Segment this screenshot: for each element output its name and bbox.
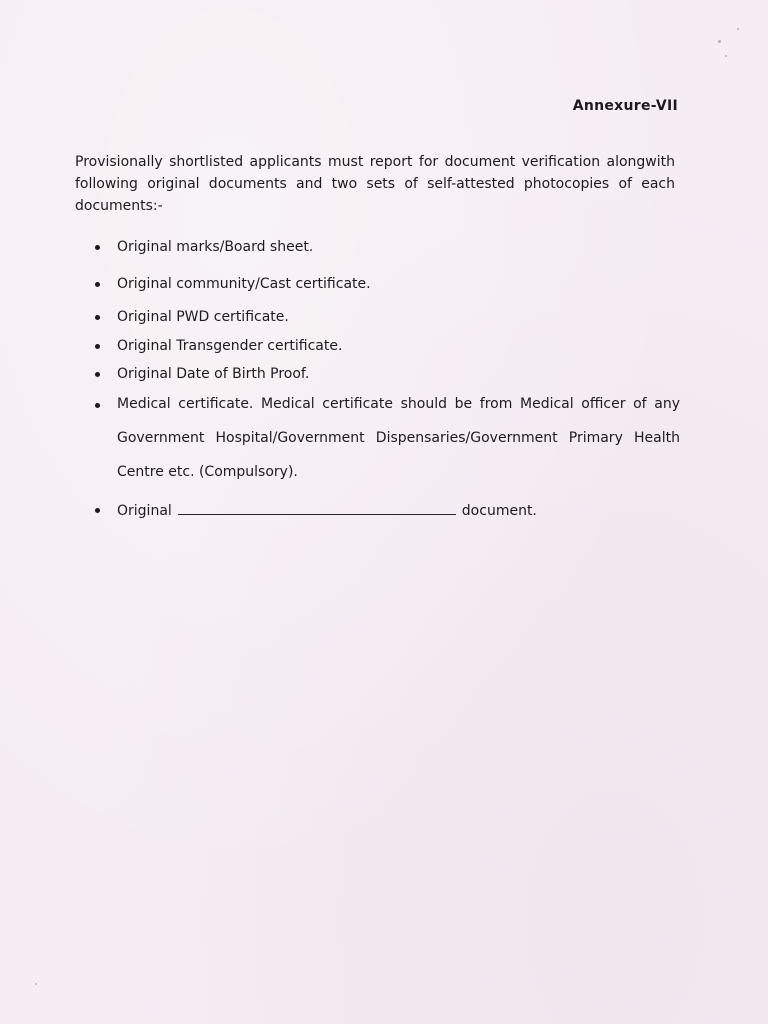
bullet-icon: [95, 403, 100, 408]
paper-speck: [725, 55, 727, 57]
list-item-text: Original marks/Board sheet.: [117, 239, 314, 255]
bullet-icon: [95, 508, 100, 513]
bullet-icon: [95, 372, 100, 377]
blank-suffix: document.: [461, 503, 537, 519]
list-item-text: [117, 500, 680, 521]
bullet-icon: [95, 344, 100, 349]
blank-line: [178, 500, 456, 515]
bullet-icon: [95, 282, 100, 287]
paper-speck: [737, 28, 739, 30]
annexure-heading: Annexure-VII: [572, 98, 678, 114]
paper-speck: [35, 983, 37, 985]
list-item-text: Medical certificate. Medical certificate should be from Medical officer of any Government Hospital/Government Dispensaries/Government Primary Health Centre etc. (Compulsory).: [117, 396, 680, 480]
list-item-text: Original community/Cast certificate.: [117, 276, 371, 292]
paper-speck: [718, 40, 721, 43]
bullet-icon: [95, 245, 100, 250]
blank-prefix: Original: [117, 503, 172, 519]
list-item-text: Original Transgender certificate.: [117, 338, 343, 354]
list-item-text: Original PWD certificate.: [117, 309, 289, 325]
list-item-text: Original Date of Birth Proof.: [117, 366, 310, 382]
bullet-icon: [95, 315, 100, 320]
intro-paragraph: Provisionally shortlisted applicants must report for document verification alongwith following original documents and two sets of self-attested photocopies of each documents:-: [75, 154, 675, 214]
